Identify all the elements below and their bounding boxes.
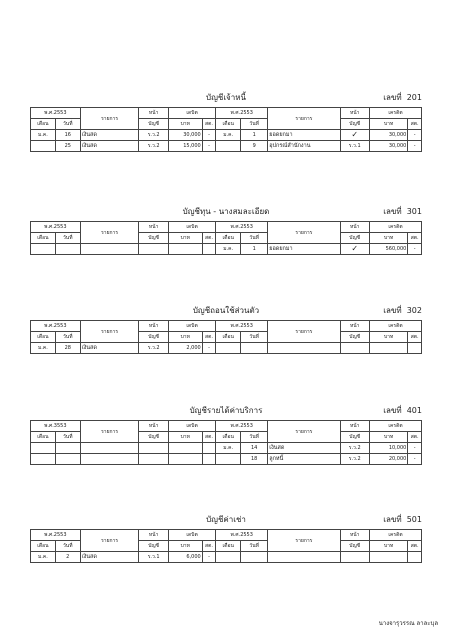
year-header: พ.ศ.2553	[216, 108, 268, 119]
credit-ref: ร.ว.1	[340, 141, 369, 152]
month-header: เดือน	[216, 119, 241, 130]
satang-header: สต.	[202, 432, 216, 443]
credit-baht: 560,000	[369, 244, 407, 255]
credit-baht: 20,000	[369, 454, 407, 465]
ref-header: หน้า	[139, 321, 168, 332]
debit-description: เงินสด	[80, 343, 139, 354]
debit-ref: ร.ว.2	[139, 141, 168, 152]
debit-month	[31, 443, 56, 454]
credit-description: ยอดยกมา	[268, 130, 340, 141]
year-header: พ.ศ.2553	[216, 421, 268, 432]
credit-baht	[369, 343, 407, 354]
day-header: วันที่	[55, 233, 80, 244]
debit-month: ม.ค.	[31, 343, 56, 354]
ledger-302	[30, 304, 422, 354]
credit-day: 14	[241, 443, 268, 454]
debit-description	[80, 244, 139, 255]
debit-day: 2	[55, 552, 80, 563]
day-header: วันที่	[241, 119, 268, 130]
ref-header: บัญชี	[340, 332, 369, 343]
ledger-row	[31, 454, 422, 465]
credit-header: เครดิต	[369, 222, 421, 233]
debit-header: เดบิต	[168, 222, 215, 233]
ref-header: บัญชี	[340, 119, 369, 130]
credit-month	[216, 141, 241, 152]
debit-satang: -	[202, 141, 216, 152]
ledger-title: บัญชีทุน - นางสมละเอียด	[182, 207, 270, 216]
ledger-row	[31, 552, 422, 563]
ref-header: หน้า	[340, 421, 369, 432]
debit-satang: -	[202, 552, 216, 563]
ref-header: บัญชี	[340, 233, 369, 244]
debit-day: 25	[55, 141, 80, 152]
day-header: วันที่	[55, 541, 80, 552]
ledger-301	[30, 205, 422, 255]
ledger-title: บัญชีรายได้ค่าบริการ	[189, 406, 263, 415]
year-header: พ.ศ.2553	[216, 222, 268, 233]
ref-header: หน้า	[340, 222, 369, 233]
ref-header: หน้า	[340, 321, 369, 332]
baht-header: บาท	[168, 233, 202, 244]
credit-description: เงินสด	[268, 443, 340, 454]
ledger-title: บัญชีถอนใช้ส่วนตัว	[192, 306, 260, 315]
debit-month: ม.ค.	[31, 130, 56, 141]
desc-header: รายการ	[80, 108, 139, 130]
debit-satang	[202, 454, 216, 465]
credit-satang: -	[408, 244, 422, 255]
debit-satang: -	[202, 343, 216, 354]
ref-header: บัญชี	[139, 233, 168, 244]
day-header: วันที่	[55, 119, 80, 130]
day-header: วันที่	[55, 432, 80, 443]
satang-header: สต.	[408, 119, 422, 130]
ledger-row	[31, 130, 422, 141]
year-header: พ.ศ.2553	[31, 222, 81, 233]
month-header: เดือน	[216, 233, 241, 244]
debit-ref: ร.ว.1	[139, 552, 168, 563]
debit-baht	[168, 244, 202, 255]
ledger-row	[31, 443, 422, 454]
ref-header: บัญชี	[340, 432, 369, 443]
account-number: เลขที่ 201	[383, 93, 422, 102]
credit-ref: ร.ว.2	[340, 443, 369, 454]
satang-header: สต.	[408, 541, 422, 552]
account-number: เลขที่ 501	[383, 515, 422, 524]
credit-day: 1	[241, 244, 268, 255]
baht-header: บาท	[369, 119, 407, 130]
ref-header: หน้า	[139, 421, 168, 432]
credit-description	[268, 552, 340, 563]
debit-day: 28	[55, 343, 80, 354]
debit-day	[55, 443, 80, 454]
month-header: เดือน	[31, 233, 56, 244]
year-header: พ.ศ.2553	[31, 321, 81, 332]
credit-satang: -	[408, 141, 422, 152]
year-header: พ.ศ.3553	[31, 421, 81, 432]
credit-baht: 30,000	[369, 130, 407, 141]
year-header: พ.ศ.2553	[31, 530, 81, 541]
credit-ref: ✓	[340, 130, 369, 141]
debit-month	[31, 141, 56, 152]
satang-header: สต.	[202, 332, 216, 343]
satang-header: สต.	[408, 332, 422, 343]
debit-baht: 30,000	[168, 130, 202, 141]
day-header: วันที่	[241, 233, 268, 244]
debit-baht: 15,000	[168, 141, 202, 152]
credit-month	[216, 343, 241, 354]
ref-header: หน้า	[139, 222, 168, 233]
desc-header: รายการ	[80, 222, 139, 244]
satang-header: สต.	[408, 233, 422, 244]
debit-day	[55, 454, 80, 465]
ref-header: บัญชี	[139, 332, 168, 343]
account-number: เลขที่ 401	[383, 406, 422, 415]
ledger-row	[31, 141, 422, 152]
month-header: เดือน	[31, 332, 56, 343]
credit-baht: 10,000	[369, 443, 407, 454]
ledger-table	[30, 420, 422, 465]
account-number: เลขที่ 302	[383, 306, 422, 315]
debit-header: เดบิต	[168, 421, 215, 432]
ledger-table	[30, 107, 422, 152]
credit-ref	[340, 343, 369, 354]
month-header: เดือน	[31, 119, 56, 130]
debit-header: เดบิต	[168, 108, 215, 119]
credit-baht: 30,000	[369, 141, 407, 152]
debit-ref: ร.ว.2	[139, 343, 168, 354]
year-header: พ.ศ.2553	[216, 530, 268, 541]
month-header: เดือน	[216, 541, 241, 552]
ledger-title: บัญชีค่าเช่า	[206, 515, 246, 524]
ledger-401	[30, 404, 422, 465]
debit-header: เดบิต	[168, 321, 215, 332]
credit-header: เครดิต	[369, 108, 421, 119]
credit-description: อุปกรณ์สำนักงาน	[268, 141, 340, 152]
ledger-row	[31, 244, 422, 255]
ledger-table	[30, 221, 422, 255]
debit-satang	[202, 443, 216, 454]
debit-ref	[139, 244, 168, 255]
year-header: พ.ศ.2553	[216, 321, 268, 332]
baht-header: บาท	[168, 432, 202, 443]
credit-ref: ✓	[340, 244, 369, 255]
day-header: วันที่	[241, 541, 268, 552]
baht-header: บาท	[369, 233, 407, 244]
credit-day: 9	[241, 141, 268, 152]
desc-header: รายการ	[268, 108, 340, 130]
ref-header: หน้า	[139, 530, 168, 541]
day-header: วันที่	[241, 432, 268, 443]
debit-description	[80, 443, 139, 454]
satang-header: สต.	[202, 233, 216, 244]
ledger-row	[31, 343, 422, 354]
credit-satang: -	[408, 130, 422, 141]
ref-header: บัญชี	[139, 432, 168, 443]
account-number: เลขที่ 301	[383, 207, 422, 216]
credit-description	[268, 343, 340, 354]
day-header: วันที่	[55, 332, 80, 343]
satang-header: สต.	[202, 119, 216, 130]
credit-day	[241, 552, 268, 563]
credit-satang: -	[408, 443, 422, 454]
author-name: นางจารุวรรณ ลาละบุล	[378, 620, 438, 627]
debit-header: เดบิต	[168, 530, 215, 541]
month-header: เดือน	[31, 432, 56, 443]
credit-month: ม.ค.	[216, 443, 241, 454]
ref-header: บัญชี	[139, 119, 168, 130]
credit-header: เครดิต	[369, 321, 421, 332]
desc-header: รายการ	[80, 321, 139, 343]
year-header: พ.ศ.2553	[31, 108, 81, 119]
baht-header: บาท	[168, 332, 202, 343]
credit-day: 1	[241, 130, 268, 141]
debit-ref: ร.ว.2	[139, 130, 168, 141]
debit-baht: 6,000	[168, 552, 202, 563]
baht-header: บาท	[369, 432, 407, 443]
debit-description	[80, 454, 139, 465]
baht-header: บาท	[369, 541, 407, 552]
debit-baht	[168, 454, 202, 465]
credit-baht	[369, 552, 407, 563]
credit-ref: ร.ว.2	[340, 454, 369, 465]
debit-month: ม.ค.	[31, 552, 56, 563]
baht-header: บาท	[168, 119, 202, 130]
debit-baht	[168, 443, 202, 454]
credit-month	[216, 454, 241, 465]
debit-month	[31, 454, 56, 465]
desc-header: รายการ	[80, 530, 139, 552]
credit-header: เครดิต	[369, 421, 421, 432]
ledger-table	[30, 320, 422, 354]
baht-header: บาท	[369, 332, 407, 343]
credit-ref	[340, 552, 369, 563]
desc-header: รายการ	[268, 222, 340, 244]
ref-header: หน้า	[139, 108, 168, 119]
debit-day: 16	[55, 130, 80, 141]
credit-day	[241, 343, 268, 354]
desc-header: รายการ	[268, 321, 340, 343]
ledger-title: บัญชีเจ้าหนี้	[206, 93, 246, 102]
credit-day: 18	[241, 454, 268, 465]
satang-header: สต.	[408, 432, 422, 443]
credit-satang	[408, 343, 422, 354]
debit-description: เงินสด	[80, 141, 139, 152]
credit-month	[216, 552, 241, 563]
ref-header: บัญชี	[139, 541, 168, 552]
debit-month	[31, 244, 56, 255]
month-header: เดือน	[216, 332, 241, 343]
debit-satang: -	[202, 130, 216, 141]
debit-day	[55, 244, 80, 255]
credit-header: เครดิต	[369, 530, 421, 541]
debit-satang	[202, 244, 216, 255]
debit-description: เงินสด	[80, 552, 139, 563]
credit-month: ม.ค.	[216, 244, 241, 255]
credit-satang: -	[408, 454, 422, 465]
ref-header: หน้า	[340, 108, 369, 119]
month-header: เดือน	[31, 541, 56, 552]
debit-baht: 2,000	[168, 343, 202, 354]
satang-header: สต.	[202, 541, 216, 552]
debit-description: เงินสด	[80, 130, 139, 141]
debit-ref	[139, 443, 168, 454]
desc-header: รายการ	[268, 530, 340, 552]
day-header: วันที่	[241, 332, 268, 343]
desc-header: รายการ	[80, 421, 139, 443]
month-header: เดือน	[216, 432, 241, 443]
ledger-table	[30, 529, 422, 563]
ledger-501	[30, 513, 422, 563]
credit-month: ม.ค.	[216, 130, 241, 141]
ledger-201	[30, 91, 422, 152]
desc-header: รายการ	[268, 421, 340, 443]
credit-description: ลูกหนี้	[268, 454, 340, 465]
ref-header: หน้า	[340, 530, 369, 541]
baht-header: บาท	[168, 541, 202, 552]
ref-header: บัญชี	[340, 541, 369, 552]
credit-satang	[408, 552, 422, 563]
debit-ref	[139, 454, 168, 465]
credit-description: ยอดยกมา	[268, 244, 340, 255]
